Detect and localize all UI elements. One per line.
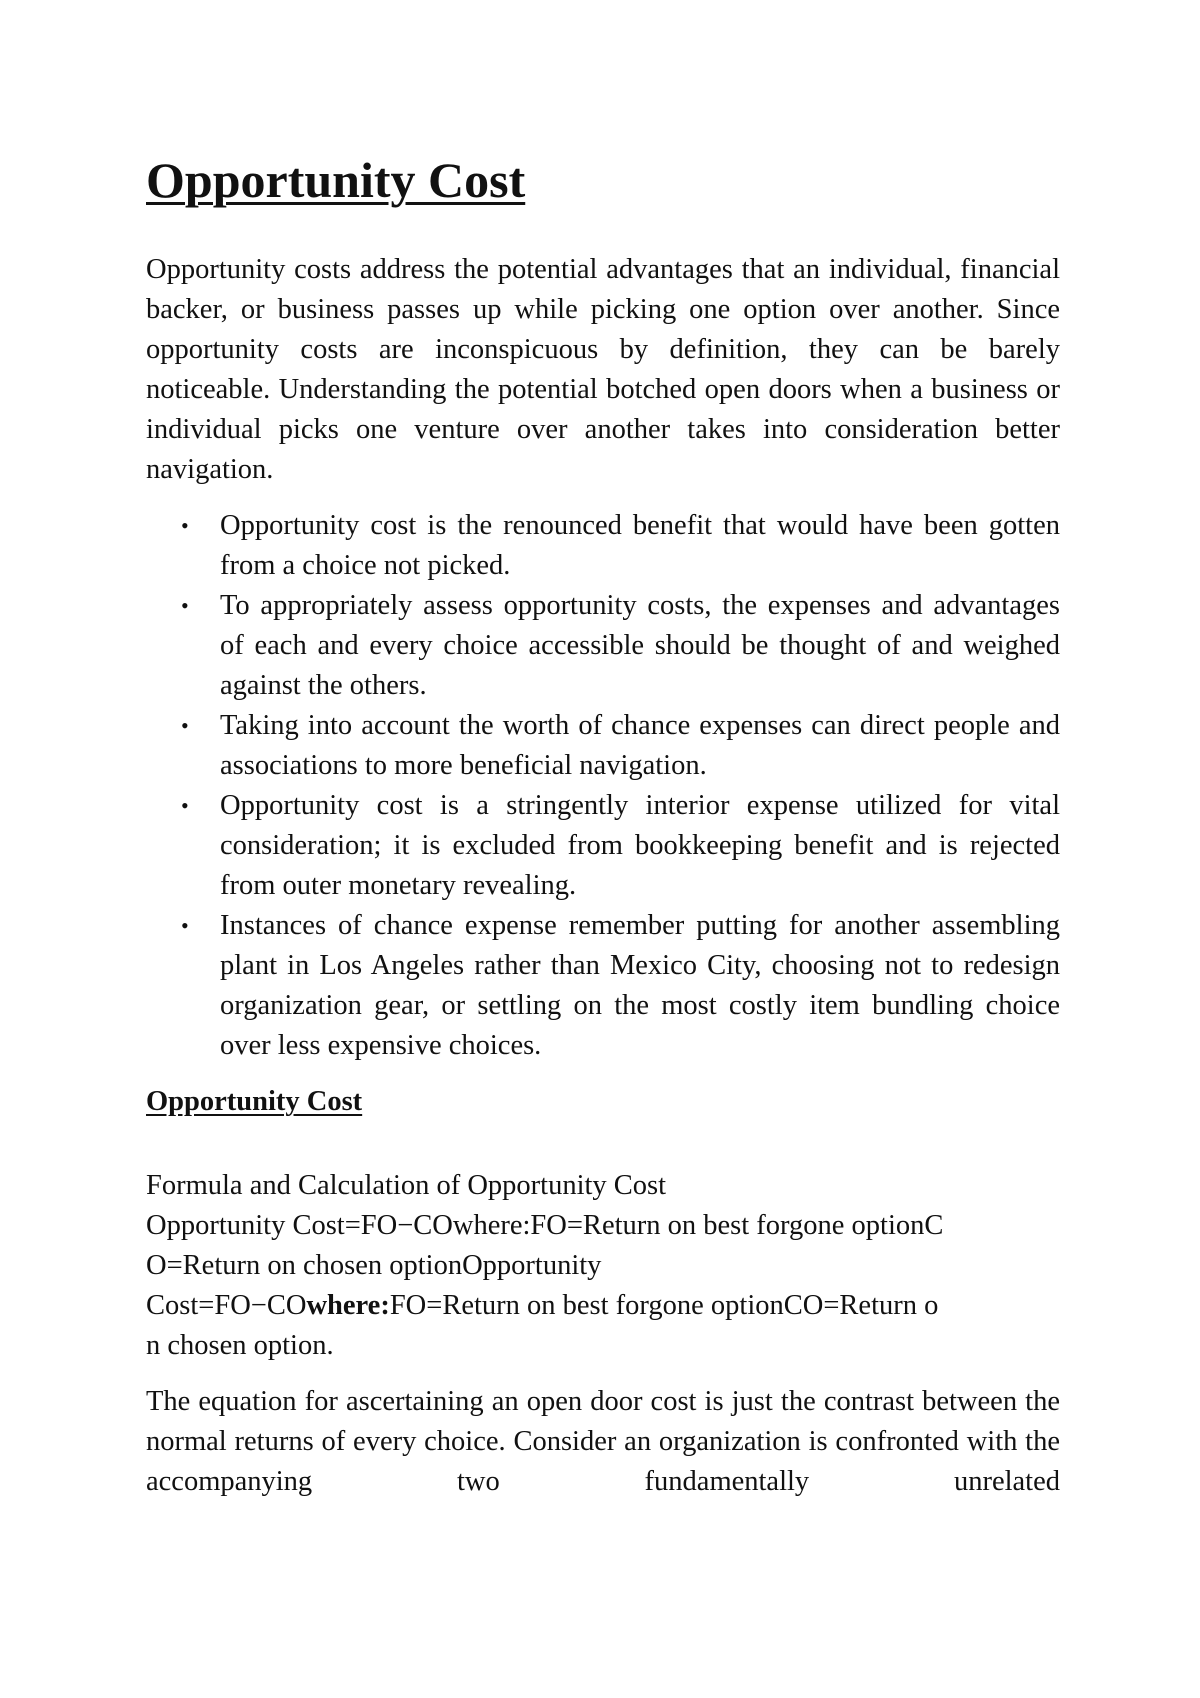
list-item-text: To appropriately assess opportunity costs, the expenses and advantages of each and every choice accessible should be thought of and weighed against the others. bbox=[220, 590, 1060, 701]
bullet-icon: • bbox=[181, 913, 189, 938]
formula-text: FO=Return on best forgone optionCO=Return o bbox=[389, 1290, 939, 1321]
document-page bbox=[146, 150, 1060, 1531]
formula-where-label: where: bbox=[306, 1290, 390, 1321]
closing-paragraph: The equation for ascertaining an open door cost is just the contrast between the normal returns of every choice. Consider an organization is confronted with the accompanying two fundamentally unrelated bbox=[146, 1386, 1060, 1497]
list-item-text: Taking into account the worth of chance expenses can direct people and associations to more beneficial navigation. bbox=[220, 710, 1060, 781]
bullet-icon: • bbox=[181, 593, 189, 618]
formula-block bbox=[146, 1166, 1060, 1366]
section-subheading: Opportunity Cost bbox=[146, 1086, 363, 1117]
bullet-icon: • bbox=[181, 713, 189, 738]
list-item bbox=[146, 906, 1060, 1066]
formula-line: O=Return on chosen optionOpportunity bbox=[146, 1250, 602, 1281]
list-item-text: Opportunity cost is a stringently interior expense utilized for vital consideration; it is excluded from bookkeeping benefit and is rejected from outer monetary revealing. bbox=[220, 790, 1060, 901]
formula-line bbox=[146, 1286, 1060, 1326]
bullet-list bbox=[146, 506, 1060, 1066]
formula-line: n chosen option. bbox=[146, 1330, 334, 1361]
formula-heading: Formula and Calculation of Opportunity Cost bbox=[146, 1170, 667, 1201]
bullet-icon: • bbox=[181, 513, 189, 538]
list-item-text: Instances of chance expense remember putting for another assembling plant in Los Angeles rather than Mexico City, choosing not to redesign organization gear, or settling on the most costly item bundling choice over less expensive choices. bbox=[220, 910, 1060, 1061]
bullet-icon: • bbox=[181, 793, 189, 818]
page-title: Opportunity Cost bbox=[146, 152, 526, 208]
list-item bbox=[146, 706, 1060, 786]
formula-text: Cost=FO−CO bbox=[146, 1290, 307, 1321]
formula-line: Opportunity Cost=FO−COwhere:FO=Return on best forgone optionC bbox=[146, 1210, 944, 1241]
list-item bbox=[146, 786, 1060, 906]
list-item-text: Opportunity cost is the renounced benefit that would have been gotten from a choice not picked. bbox=[220, 510, 1060, 581]
intro-paragraph: Opportunity costs address the potential advantages that an individual, financial backer, or business passes up while picking one option over another. Since opportunity costs are inconspicuous by definition, they can be barely noticeable. Understanding the potential botched open doors when a business or individual picks one venture over another takes into consideration better navigation. bbox=[146, 254, 1060, 485]
list-item bbox=[146, 506, 1060, 586]
list-item bbox=[146, 586, 1060, 706]
